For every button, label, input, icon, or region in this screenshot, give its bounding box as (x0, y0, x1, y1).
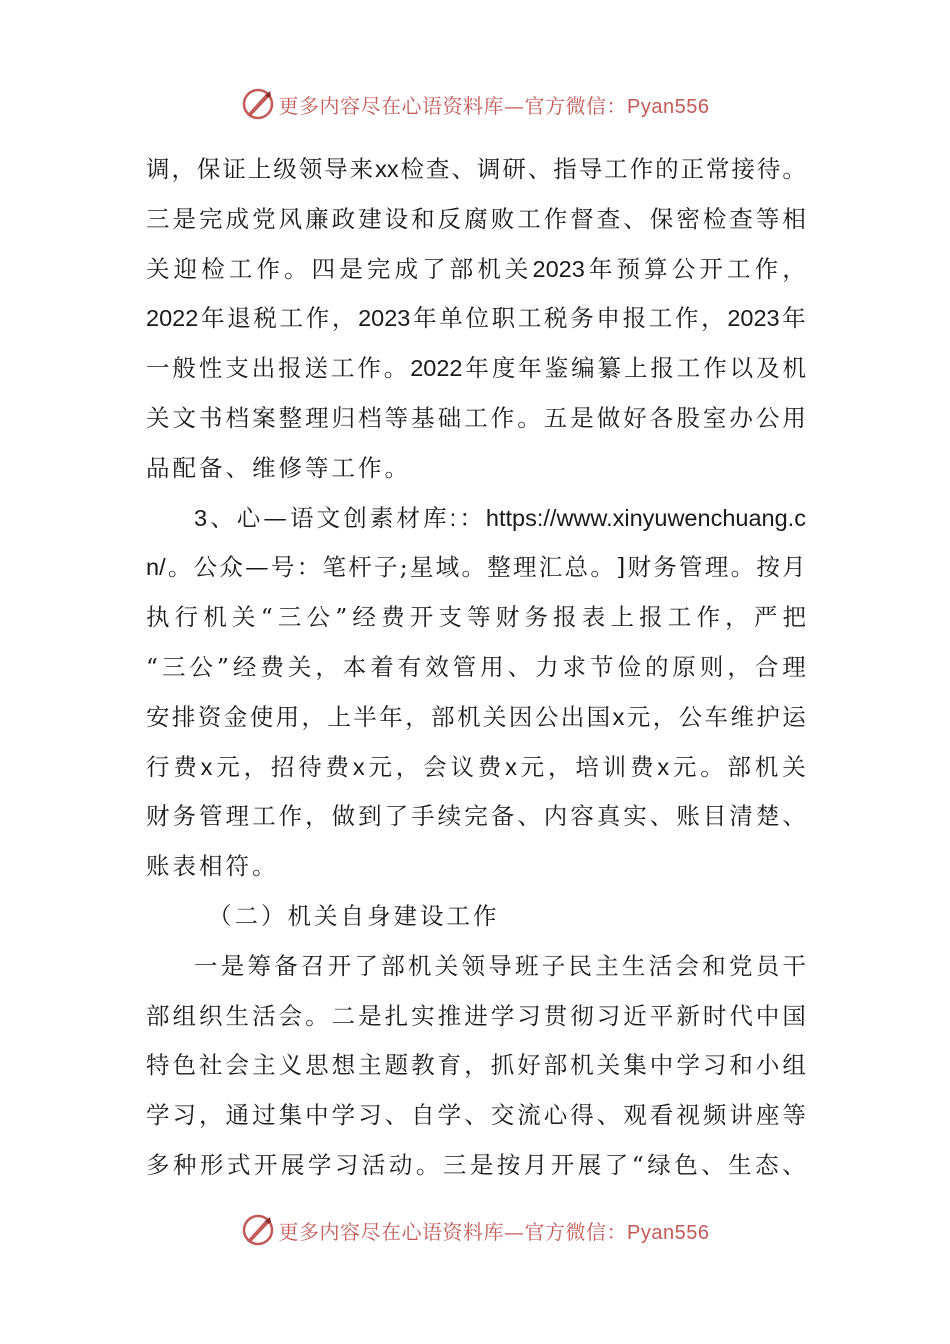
header-wechat-id: Pyan556 (627, 95, 710, 118)
body-line-18: 部 组 织 生 活 会 。 二 是 扎 实 推 进 学 习 贯 彻 习 近 平 新 时 代 中 国 (146, 1001, 806, 1030)
header-banner (0, 84, 950, 124)
body-line-14: 财 务 管 理 工 作 ， 做 到 了 手 续 完 备 、 内 容 真 实 、 账 目 清 楚 、 (146, 802, 806, 831)
body-line-7: 品 配 备 、 维 修 等 工 作 。 (146, 453, 411, 482)
pen-logo-icon (241, 87, 275, 121)
body-line-5: 一 般 性 支 出 报 送 工 作 。 2022 年 度 年 鉴 编 纂 上 报 工 作 以 及 机 (146, 354, 806, 383)
body-line-6: 关 文 书 档 案 整 理 归 档 等 基 础 工 作 。 五 是 做 好 各 股 室 办 公 用 (146, 403, 806, 432)
body-line-15: 账 表 相 符 。 (146, 852, 279, 881)
body-line-12: 安 排 资 金 使 用 ， 上 半 年 ， 部 机 关 因 公 出 国 x 元 ， 公 车 维 护 运 (146, 702, 806, 731)
body-line-4: 2022 年 退 税 工 作 ， 2023 年 单 位 职 工 税 务 申 报 工 作 ， 2023 年 (146, 304, 806, 333)
footer-banner-text: 更多内容尽在心语资料库—官方微信：Pyan556 (278, 1219, 710, 1244)
body-line-13: 行 费 x 元 ， 招 待 费 x 元 ， 会 议 费 x 元 ， 培 训 费 x 元 。 部 机 关 (146, 752, 806, 781)
body-line-21: 多 种 形 式 开 展 学 习 活 动 。 三 是 按 月 开 展 了 “ 绿 色 、 生 态 、 (146, 1150, 806, 1179)
footer-banner (0, 1210, 950, 1250)
body-line-10: 执 行 机 关 “ 三 公 ” 经 费 开 支 等 财 务 报 表 上 报 工 作 ， 严 把 (146, 603, 806, 632)
body-line-19: 特 色 社 会 主 义 思 想 主 题 教 育 ， 抓 好 部 机 关 集 中 学 习 和 小 组 (146, 1051, 806, 1080)
body-line-3: 关 迎 检 工 作 。 四 是 完 成 了 部 机 关 2023 年 预 算 公 开 工 作 ， (146, 254, 806, 283)
pen-logo-icon (241, 1213, 275, 1247)
body-line-2: 三 是 完 成 党 风 廉 政 建 设 和 反 腐 败 工 作 督 查 、 保 密 检 查 等 相 (146, 204, 806, 233)
header-banner-text: 更多内容尽在心语资料库—官方微信：Pyan556 (278, 93, 710, 118)
footer-wechat-id: Pyan556 (627, 1221, 710, 1244)
document-body (146, 145, 806, 1191)
body-line-17: 一 是 筹 备 召 开 了 部 机 关 领 导 班 子 民 主 生 活 会 和 党 员 干 (194, 951, 806, 980)
body-line-20: 学 习 ， 通 过 集 中 学 习 、 自 学 、 交 流 心 得 、 观 看 视 频 讲 座 等 (146, 1101, 806, 1130)
body-line-8: 3 、 心 — 语 文 创 素 材 库 : ： https://www.xinyuwenchuang.c (194, 503, 806, 532)
body-line-9: n/ 。 公 众 — 号 ： 笔 杆 子 ; 星 域 。 整 理 汇 总 。 ] 财 务 管 理 。 按 月 (146, 553, 806, 582)
body-line-1: 调 ， 保 证 上 级 领 导 来 xx 检 查 、 调 研 、 指 导 工 作 的 正 常 接 待 。 (146, 155, 806, 183)
section-heading: （ 二 ） 机 关 自 身 建 设 工 作 (208, 901, 500, 930)
body-line-11: “ 三 公 ” 经 费 关 ， 本 着 有 效 管 用 、 力 求 节 俭 的 原 则 ， 合 理 (146, 652, 806, 681)
